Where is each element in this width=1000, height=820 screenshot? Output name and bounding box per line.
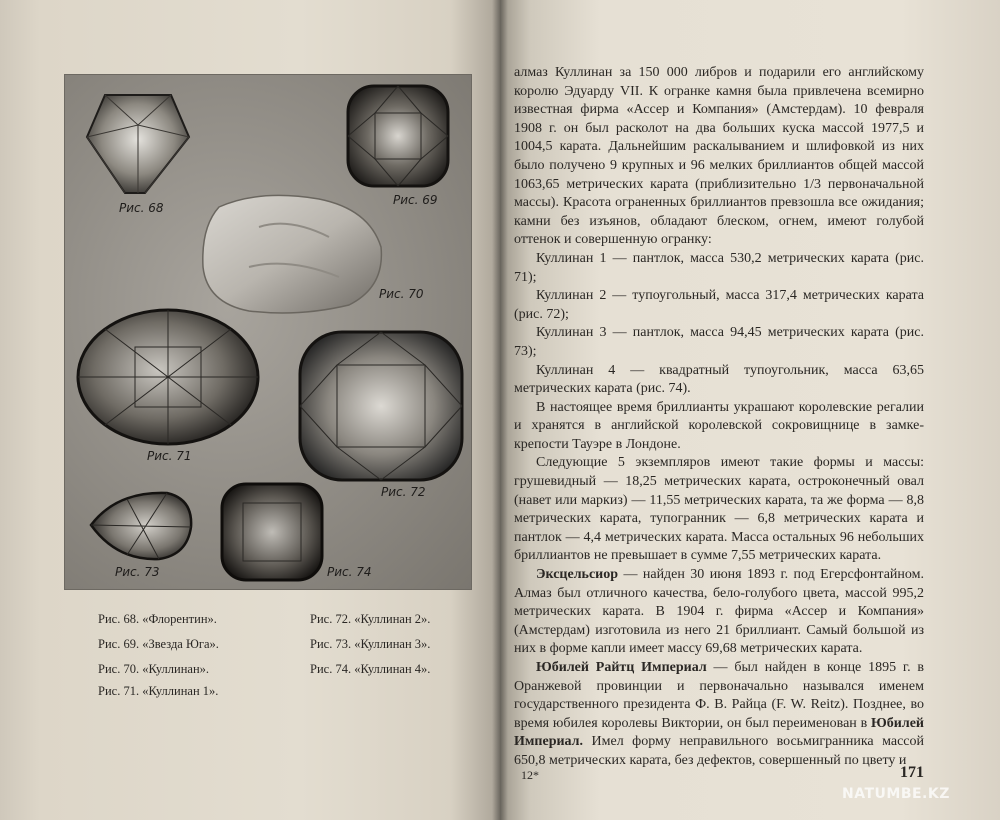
term-excelsior: Эксцельсиор (536, 567, 619, 583)
caption-74: Рис. 74. «Куллинан 4». (310, 662, 431, 676)
gem-cullinan-4-image (219, 481, 325, 583)
paragraph-jubilee (514, 659, 924, 771)
list-item-cullinan-2: Куллинан 2 — тупоугольный, масса 317,4 метрических карата (рис. 72); (514, 288, 924, 322)
caption-69: Рис. 69. «Звезда Юга». (98, 637, 219, 651)
figure-label-72: Рис. 72 (381, 485, 426, 499)
jubilee-text-b: Имел форму неправильного восьмигранника массой 650,8 метрических карата, без дефектов, совершенный по цвету и (514, 734, 924, 768)
jubilee-text-a: — был найден в конце 1895 г. в Оранжевой провинции и первоначально назывался именем государственного президента Ф. В. Райца (F. W. Reitz). Позднее, во время юбилея королевы Виктории, он был переименован в (514, 660, 925, 731)
gem-star-of-south-image (345, 83, 451, 189)
gem-cullinan-3-image (87, 489, 195, 563)
caption-70: Рис. 70. «Куллинан». (98, 662, 210, 676)
list-item-cullinan-1: Куллинан 1 — пантлок, масса 530,2 метрических карата (рис. 71); (514, 250, 924, 285)
gem-cullinan-2-image (297, 329, 465, 483)
figure-label-71: Рис. 71 (147, 449, 192, 463)
book-gutter (492, 0, 508, 820)
excelsior-text: — найден 30 июня 1893 г. под Егерсфонтайном. Алмаз был отличного качества, бело-голубого цвета, массой 995,2 метрических карата. В 1904 г. фирма «Ассер и Компания» (Амстердам) изготовила из него 21 бриллиант. Самый большой из них в форме капли имеет массу 69,68 метрических карата. (514, 567, 924, 657)
term-jubilee-reitz: Юбилей Райтц Империал (536, 660, 707, 675)
caption-73: Рис. 73. «Куллинан 3». (310, 637, 431, 651)
figure-label-74: Рис. 74 (327, 565, 372, 579)
term-jubilee-imperial: Юбилей Империал. (514, 715, 924, 750)
caption-71: Рис. 71. «Куллинан 1». (98, 684, 219, 698)
list-item-cullinan-4: Куллинан 4 — квадратный тупоугольник, масса 63,65 метрических карата (рис. 74). (514, 362, 924, 397)
paragraph-3: Следующие 5 экземпляров имеют такие формы и массы: грушевидный — 18,25 метрических карата, остроконечный овал (навет или маркиз) — 11,55 метрических карата, та же форма — 8,8 метрических карата, тупогранник — 6,8 метрических карата и пантлок — 4,4 метрических карата. Масса остальных 96 небольших бриллиантов не превышает в сумме 7,55 метрических карата. (514, 455, 924, 564)
gem-cullinan-rough-image (199, 187, 385, 317)
figure-label-69: Рис. 69 (393, 193, 438, 207)
figure-label-68: Рис. 68 (119, 201, 164, 215)
figure-label-73: Рис. 73 (115, 565, 160, 579)
gem-florentine-image (85, 85, 191, 197)
list-item-cullinan-3: Куллинан 3 — пантлок, масса 94,45 метрических карата (рис. 73); (514, 325, 924, 359)
body-text (514, 64, 924, 771)
paragraph-2: В настоящее время бриллианты украшают королевские регалии и хранятся в английской королевской сокровищнице в замке-крепости Тауэре в Лондоне. (514, 399, 924, 452)
gem-cullinan-1-image (75, 307, 261, 447)
paragraph-excelsior (514, 566, 924, 659)
paragraph-1: алмаз Куллинан за 150 000 либров и подарили его английскому королю Эдуарду VII. К огранке камня была привлечена всемирно известная фирма «Ассер и Компания» (Амстердам). 10 февраля 1908 г. он был расколот на два больших куска массой 1977,5 и 1004,5 карата. Дальнейшим раскалыванием и шлифовкой из них было получено 9 крупных и 96 мелких бриллиантов общей массой 1063,65 метрических карата (приблизительно 1/3 первоначальной массы). Красота ограненных бриллиантов превзошла все ожидания; камни без изъянов, обладают блеском, огнем, имеют голубой оттенок и совершенную огранку: (514, 65, 924, 248)
watermark: NATUMBE.KZ (842, 786, 950, 802)
caption-68: Рис. 68. «Флорентин». (98, 612, 217, 626)
printer-signature: 12* (521, 768, 539, 782)
page-number: 171 (900, 764, 924, 781)
caption-72: Рис. 72. «Куллинан 2». (310, 612, 431, 626)
figure-label-70: Рис. 70 (379, 287, 424, 301)
illustration-plate (64, 74, 472, 590)
